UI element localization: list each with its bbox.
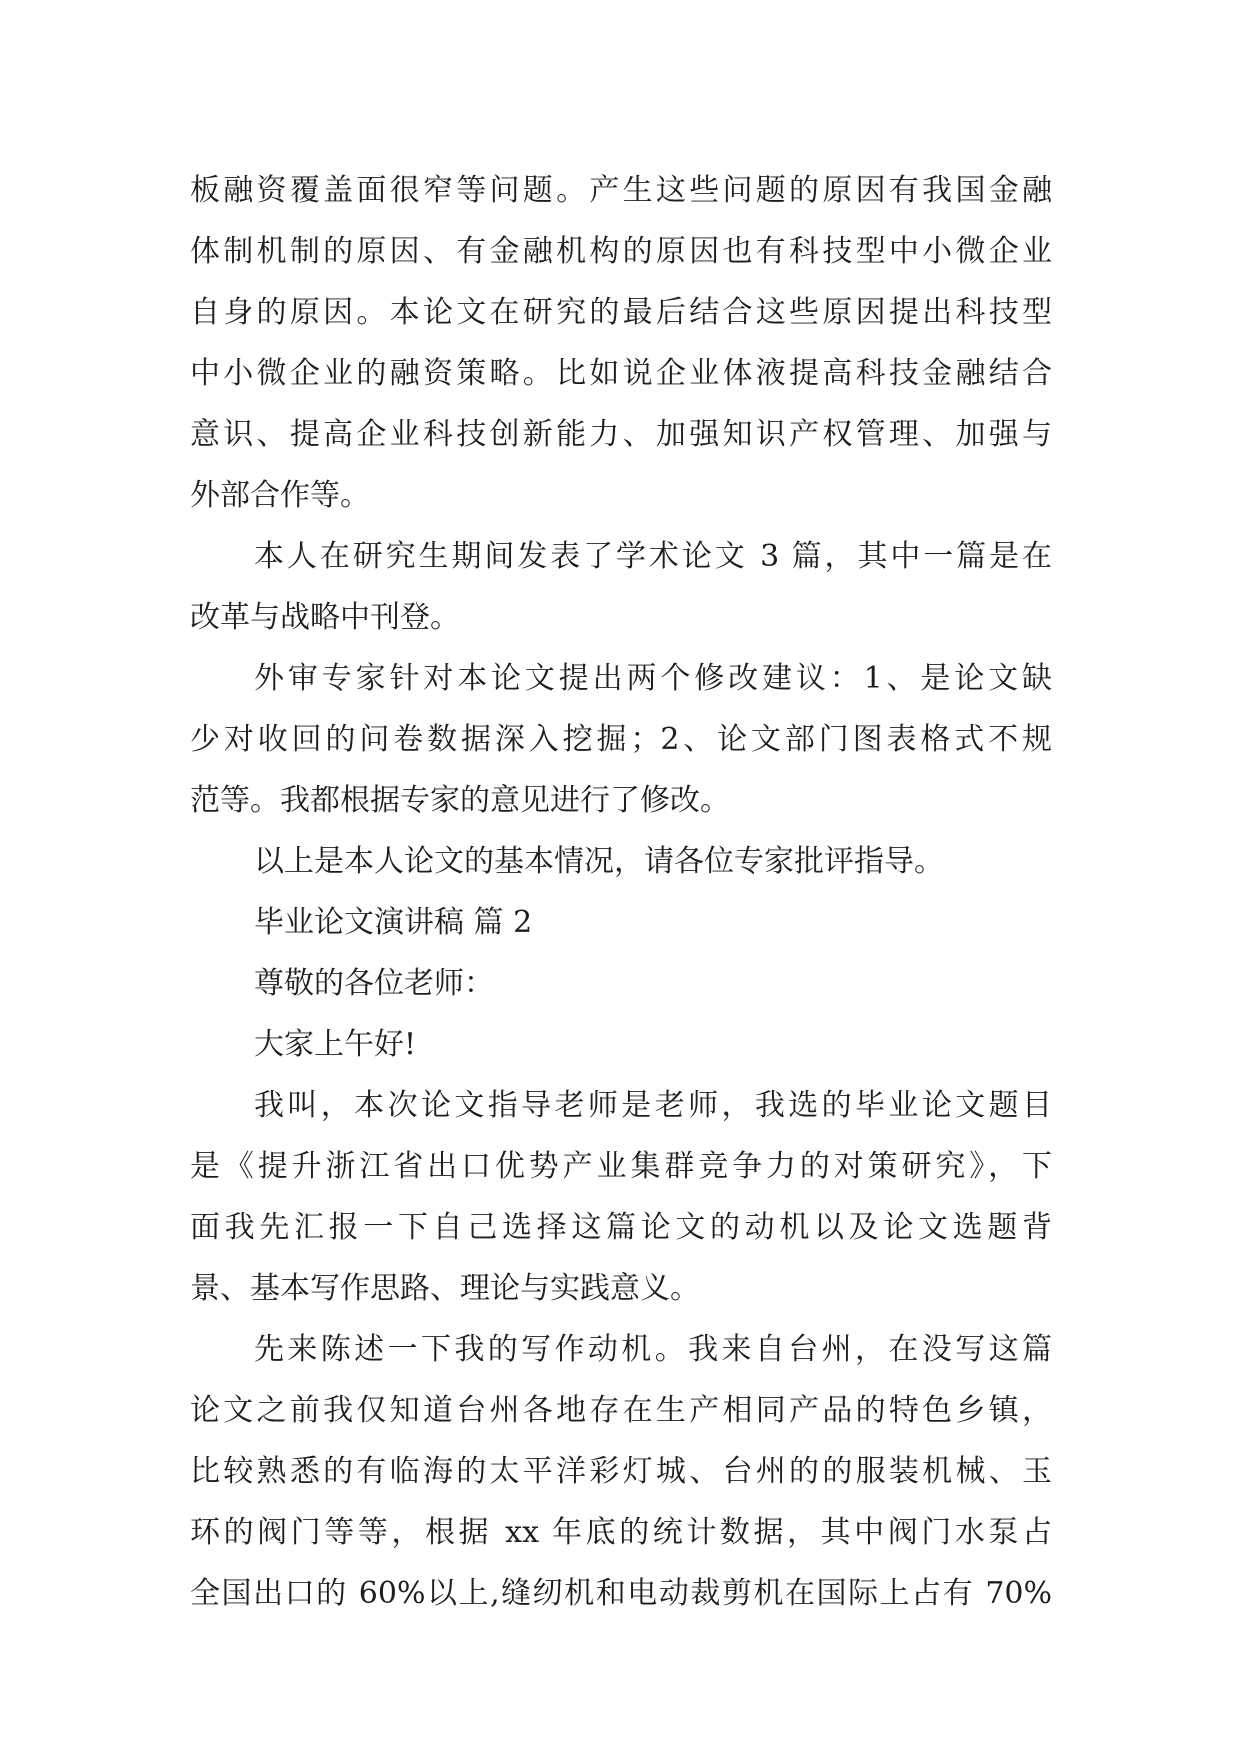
text-line: 外部合作等。 xyxy=(190,478,370,513)
text-line: 比较熟悉的有临海的太平洋彩灯城、台州的的服装机械、玉 xyxy=(190,1454,1052,1489)
text-line: 论文之前我仅知道台州各地存在生产相同产品的特色乡镇， xyxy=(190,1393,1052,1428)
text-line: 尊敬的各位老师： xyxy=(254,966,494,1001)
text-line: 面我先汇报一下自己选择这篇论文的动机以及论文选题背 xyxy=(190,1210,1052,1245)
text-line: 改革与战略中刊登。 xyxy=(190,600,460,635)
text-line: 本人在研究生期间发表了学术论文 3 篇，其中一篇是在 xyxy=(254,539,1052,574)
text-line: 以上是本人论文的基本情况，请各位专家批评指导。 xyxy=(254,844,944,879)
text-line: 我叫，本次论文指导老师是老师，我选的毕业论文题目 xyxy=(254,1088,1052,1123)
text-line: 大家上午好! xyxy=(254,1027,417,1062)
text-line: 范等。我都根据专家的意见进行了修改。 xyxy=(190,783,730,818)
text-line: 外审专家针对本论文提出两个修改建议：1、是论文缺 xyxy=(254,661,1052,696)
text-line: 中小微企业的融资策略。比如说企业体液提高科技金融结合 xyxy=(190,356,1052,391)
text-line: 环的阀门等等，根据 xx 年底的统计数据，其中阀门水泵占 xyxy=(190,1515,1052,1550)
text-line: 全国出口的 60%以上,缝纫机和电动裁剪机在国际上占有 70% xyxy=(190,1576,1052,1611)
text-line: 板融资覆盖面很窄等问题。产生这些问题的原因有我国金融 xyxy=(190,173,1052,208)
text-line: 自身的原因。本论文在研究的最后结合这些原因提出科技型 xyxy=(190,295,1052,330)
text-line: 是《提升浙江省出口优势产业集群竞争力的对策研究》，下 xyxy=(190,1149,1052,1184)
document-body xyxy=(190,160,1052,1624)
text-line: 毕业论文演讲稿 篇 2 xyxy=(254,905,533,940)
text-line: 意识、提高企业科技创新能力、加强知识产权管理、加强与 xyxy=(190,417,1052,452)
text-line: 先来陈述一下我的写作动机。我来自台州，在没写这篇 xyxy=(254,1332,1052,1367)
text-line: 体制机制的原因、有金融机构的原因也有科技型中小微企业 xyxy=(190,234,1052,269)
text-line: 少对收回的问卷数据深入挖掘；2、论文部门图表格式不规 xyxy=(190,722,1052,757)
text-line: 景、基本写作思路、理论与实践意义。 xyxy=(190,1271,700,1306)
